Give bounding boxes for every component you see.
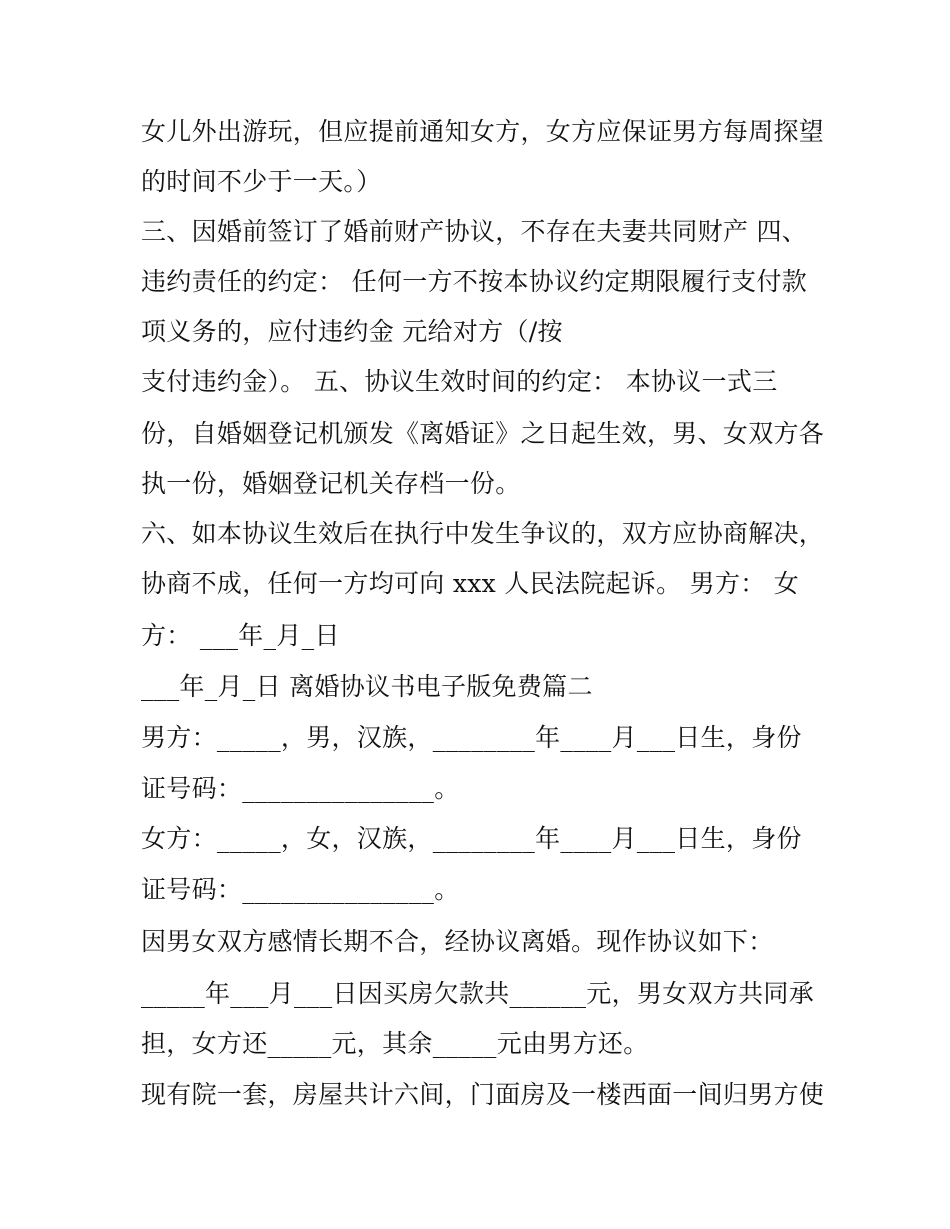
- text-line: 三、因婚前签订了婚前财产协议，不存在夫妻共同财产 四、: [141, 217, 808, 246]
- text-line: 证号码：_______________。: [141, 875, 460, 904]
- text-line: 方： ___年_月_日: [141, 621, 340, 650]
- text-line: 支付违约金）。 五、协议生效时间的约定： 本协议一式三: [141, 367, 778, 396]
- text-line: 项义务的，应付违约金 元给对方（/按: [141, 317, 563, 346]
- text-line: 执一份，婚姻登记机关存档一份。: [141, 469, 521, 498]
- text-line: 担，女方还_____元，其余_____元由男方还。: [141, 1029, 649, 1058]
- text-line: 六、如本协议生效后在执行中发生争议的，双方应协商解决，: [141, 519, 825, 548]
- text-line: 的时间不少于一天。）: [141, 167, 382, 196]
- text-line: 违约责任的约定： 任何一方不按本协议约定期限履行支付款: [141, 267, 808, 296]
- text-line: 因男女双方感情长期不合，经协议离婚。现作协议如下：: [141, 927, 774, 956]
- text-line: 女儿外出游玩，但应提前通知女方，女方应保证男方每周探望: [141, 117, 825, 146]
- text-line: 女方：_____，女，汉族，________年____月___日生，身份: [141, 824, 802, 853]
- text-line: 份，自婚姻登记机颁发《离婚证》之日起生效，男、女双方各: [141, 419, 825, 448]
- text-line: 证号码：_______________。: [141, 774, 460, 803]
- text-line: _____年___月___日因买房欠款共______元，男女双方共同承: [141, 979, 815, 1008]
- text-line: 协商不成，任何一方均可向 xxx 人民法院起诉。 男方： 女: [141, 569, 800, 598]
- text-line: 男方：_____，男，汉族，________年____月___日生，身份: [141, 723, 802, 752]
- text-line: 现有院一套，房屋共计六间，门面房及一楼西面一间归男方使: [141, 1080, 825, 1109]
- section-heading: ___年_月_日 离婚协议书电子版免费篇二: [141, 672, 593, 701]
